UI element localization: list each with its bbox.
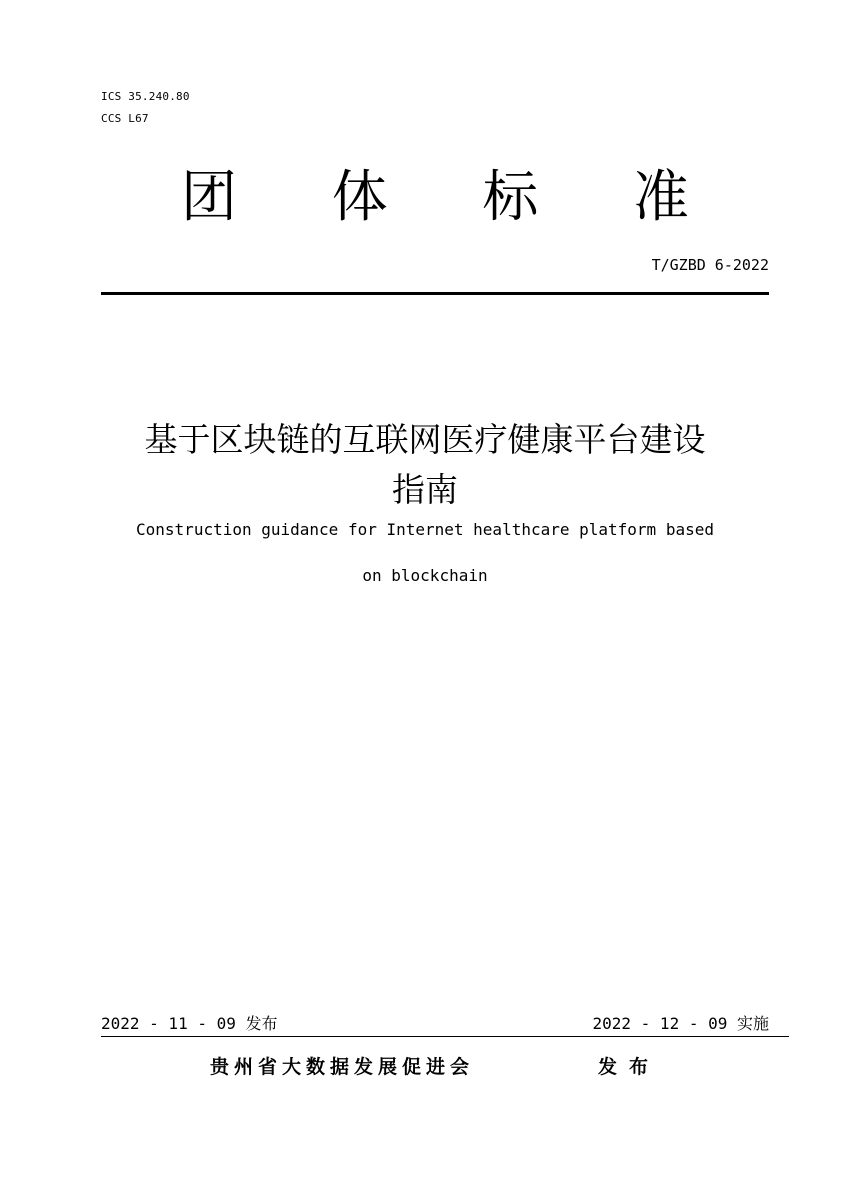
- chinese-title-line-2: 指南: [392, 470, 458, 509]
- english-title-line-2: on blockchain: [362, 566, 488, 585]
- top-divider: [101, 292, 769, 295]
- standard-type-title: [101, 163, 769, 233]
- standard-type-char: 体: [331, 165, 388, 230]
- chinese-title-line-1: 基于区块链的互联网医疗健康平台建设: [144, 420, 706, 459]
- publish-date: 2022 - 11 - 09 发布: [101, 1014, 278, 1033]
- chinese-title: [60, 415, 790, 515]
- standard-type-char: 标: [482, 165, 539, 230]
- issuer-name: 贵州省大数据发展促进会: [210, 1056, 475, 1078]
- english-title-line-1: Construction guidance for Internet healthcare platform based: [136, 520, 714, 539]
- bottom-divider: [101, 1036, 789, 1037]
- standard-type-char: 团: [181, 165, 237, 230]
- standard-type-char: 准: [632, 165, 689, 230]
- issue-label: 发布: [598, 1056, 661, 1078]
- ccs-code: CCS L67: [101, 112, 149, 125]
- implement-date: 2022 - 12 - 09 实施: [592, 1014, 769, 1033]
- ics-code: ICS 35.240.80: [101, 90, 190, 103]
- standard-code: T/GZBD 6-2022: [651, 256, 769, 274]
